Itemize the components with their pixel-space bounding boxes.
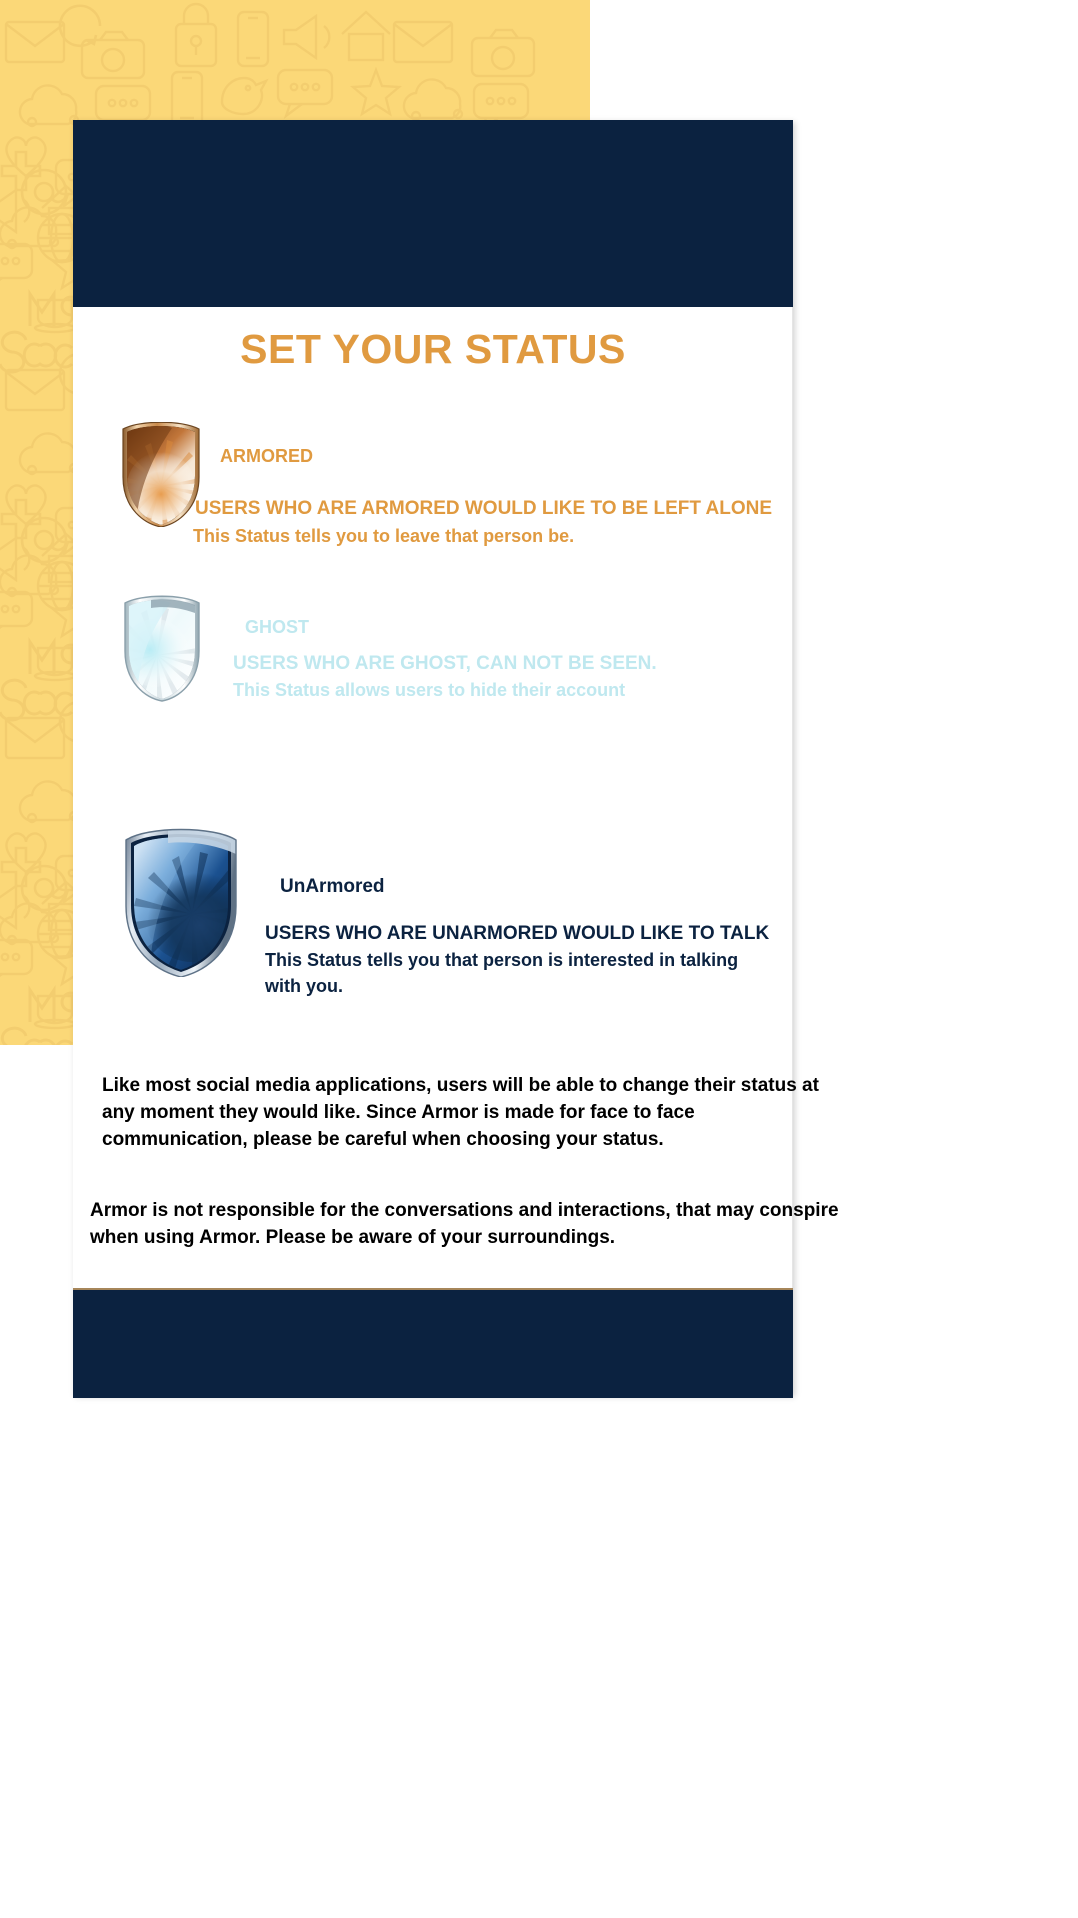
status-desc-ghost-line2: This Status allows users to hide their account [233, 680, 626, 700]
status-row-unarmored[interactable] [73, 822, 793, 1017]
footnote-paragraph-2: Armor is not responsible for the conversations and interactions, that may conspire when using Armor. Please be aware of your surroundings. [90, 1200, 839, 1248]
card-header-bar [73, 120, 793, 307]
status-row-armored[interactable] [73, 422, 793, 567]
armored-shield-icon [120, 422, 202, 527]
status-name-unarmored: UnArmored [280, 876, 385, 897]
status-row-ghost[interactable] [73, 595, 793, 745]
status-desc-armored-line1: USERS WHO ARE ARMORED WOULD LIKE TO BE LEFT ALONE [195, 498, 773, 519]
status-name-armored: ARMORED [220, 446, 313, 466]
page-title: SET YOUR STATUS [240, 326, 626, 372]
footnote-paragraph-1: Like most social media applications, users will be able to change their status at any moment they would like. Since Armor is made for face to face communication, please be careful when choosing your status. [102, 1075, 819, 1150]
card-footer-bar [73, 1288, 793, 1398]
status-desc-unarmored-line3: with you. [265, 976, 343, 996]
status-desc-unarmored-line1: USERS WHO ARE UNARMORED WOULD LIKE TO TALK [265, 923, 770, 944]
status-desc-unarmored-line2: This Status tells you that person is interested in talking [265, 950, 739, 970]
status-desc-armored-line2: This Status tells you to leave that person be. [193, 526, 575, 546]
unarmored-shield-icon [118, 822, 243, 977]
status-desc-ghost-line1: USERS WHO ARE GHOST, CAN NOT BE SEEN. [233, 653, 657, 674]
ghost-shield-icon [121, 595, 203, 703]
status-name-ghost: GHOST [245, 617, 310, 637]
